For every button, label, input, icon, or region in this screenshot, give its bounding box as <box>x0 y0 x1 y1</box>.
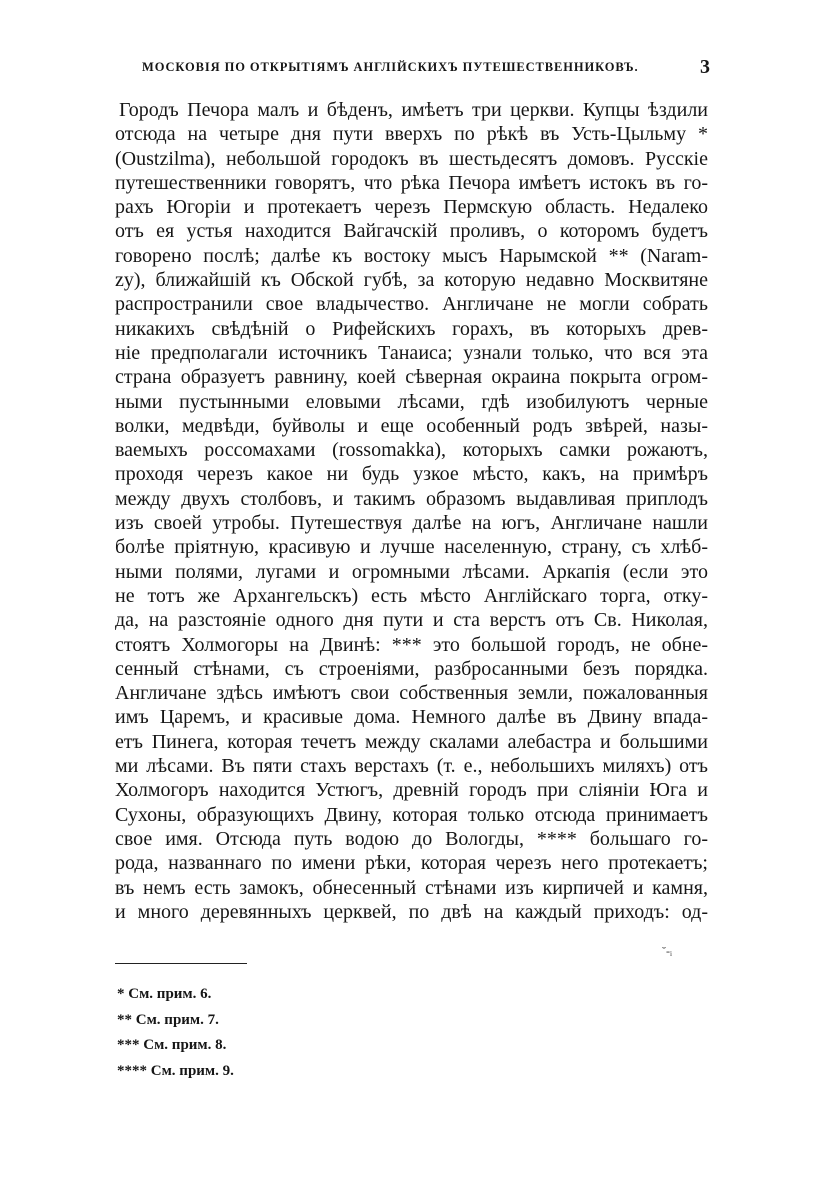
text-line: Городъ Печора малъ и бѣденъ, имѣетъ три церкви. Купцы ѣздили <box>119 99 708 121</box>
text-line: изъ своей утробы. Путешествуя далѣе на югъ, Англичане нашли <box>115 512 708 535</box>
text-line: говорено послѣ; далѣе къ востоку мысъ Нарымской ** (Naram- <box>115 244 708 267</box>
text-line: имъ Царемъ, и красивые дома. Немного далѣе въ Двину впада- <box>115 706 708 729</box>
running-title: МОСКОВІЯ ПО ОТКРЫТІЯМЪ АНГЛІЙСКИХЪ ПУТЕШЕСТВЕННИКОВЪ. <box>142 60 639 74</box>
text-line: сенный стѣнами, съ строеніями, разбросанными безъ порядка. <box>115 657 708 680</box>
footnote-item: *** См. прим. 8. <box>117 1037 227 1053</box>
text-line: рода, названнаго по имени рѣки, которая черезъ него протекаетъ; <box>115 852 708 875</box>
text-line: етъ Пинега, которая течетъ между скалами алебастра и большими <box>115 730 708 753</box>
footnote-item: **** См. прим. 9. <box>117 1062 234 1079</box>
text-line: (Oustzilma), небольшой городокъ въ шестьдесятъ домовъ. Русскіе <box>115 147 708 170</box>
text-line: Англичане здѣсь имѣютъ свои собственныя земли, пожалованныя <box>115 682 708 705</box>
text-line: стоятъ Холмогоры на Двинѣ: *** это большой городъ, не обне- <box>115 633 708 656</box>
text-line: болѣе пріятную, красивую и лучше населенную, страну, съ хлѣб- <box>115 536 708 559</box>
text-line: ными пустынными еловыми лѣсами, гдѣ изобилуютъ черные <box>115 390 708 413</box>
text-line: въ немъ есть замокъ, обнесенный стѣнами изъ кирпичей и камня, <box>115 876 708 899</box>
text-line: Холмогоръ находится Устюгъ, древній городъ при сліяніи Юга и <box>115 779 708 802</box>
footnote-item: ** См. прим. 7. <box>117 1011 219 1028</box>
footnote-item: * См. прим. 6. <box>117 986 212 1002</box>
text-line: рахъ Югоріи и протекаетъ черезъ Пермскую область. Недалеко <box>115 196 708 219</box>
text-line: ніе предполагали источникъ Танаиса; узнали только, что вся эта <box>115 341 708 364</box>
text-line: никакихъ свѣдѣній о Рифейскихъ горахъ, въ которыхъ древ- <box>115 317 708 340</box>
text-line: волки, медвѣди, буйволы и еще особенный родъ звѣрей, назы- <box>115 414 708 437</box>
text-line: между двухъ столбовъ, и такимъ образомъ выдавливая приплодъ <box>115 487 708 510</box>
main-text <box>115 98 708 924</box>
text-line: и много деревянныхъ церквей, по двѣ на каждый приходъ: од- <box>115 900 708 923</box>
text-line: страна образуетъ равнину, коей сѣверная окраина покрыта огром- <box>115 366 708 389</box>
text-line: отъ ея устья находится Вайгачскій проливъ, о которомъ будетъ <box>115 220 708 243</box>
page-number: 3 <box>700 56 710 78</box>
text-line: ными полями, лугами и огромными лѣсами. Аркапія (если это <box>115 560 708 583</box>
footnote-divider <box>115 963 247 964</box>
text-line: да, на разстояніе одного дня пути и ста верстъ отъ Св. Николая, <box>115 609 708 632</box>
text-line: свое имя. Отсюда путь водою до Вологды, **** большаго го- <box>115 827 708 850</box>
catchword-mark: ˘-ᵢ <box>662 944 672 958</box>
text-line: распространили свое владычество. Англичане не могли собрать <box>115 293 708 316</box>
text-line: отсюда на четыре дня пути вверхъ по рѣкѣ въ Усть-Цыльму * <box>115 123 708 146</box>
text-line: ваемыхъ россомахами (rossomakka), которыхъ самки рожаютъ, <box>115 439 708 462</box>
text-line: ми лѣсами. Въ пяти стахъ верстахъ (т. е., небольшихъ миляхъ) отъ <box>115 755 708 778</box>
text-line: zy), ближайшій къ Обской губѣ, за которую недавно Москвитяне <box>115 269 708 292</box>
text-line: Сухоны, образующихъ Двину, которая только отсюда принимаетъ <box>115 803 708 826</box>
text-line: путешественники говорятъ, что рѣка Печора имѣетъ истокъ въ го- <box>115 171 708 194</box>
text-line: проходя черезъ какое ни будь узкое мѣсто, какъ, на примѣръ <box>115 463 708 486</box>
text-line: не тотъ же Архангельскъ) есть мѣсто Англійскаго торга, отку- <box>115 584 708 607</box>
footnotes <box>117 982 234 1084</box>
